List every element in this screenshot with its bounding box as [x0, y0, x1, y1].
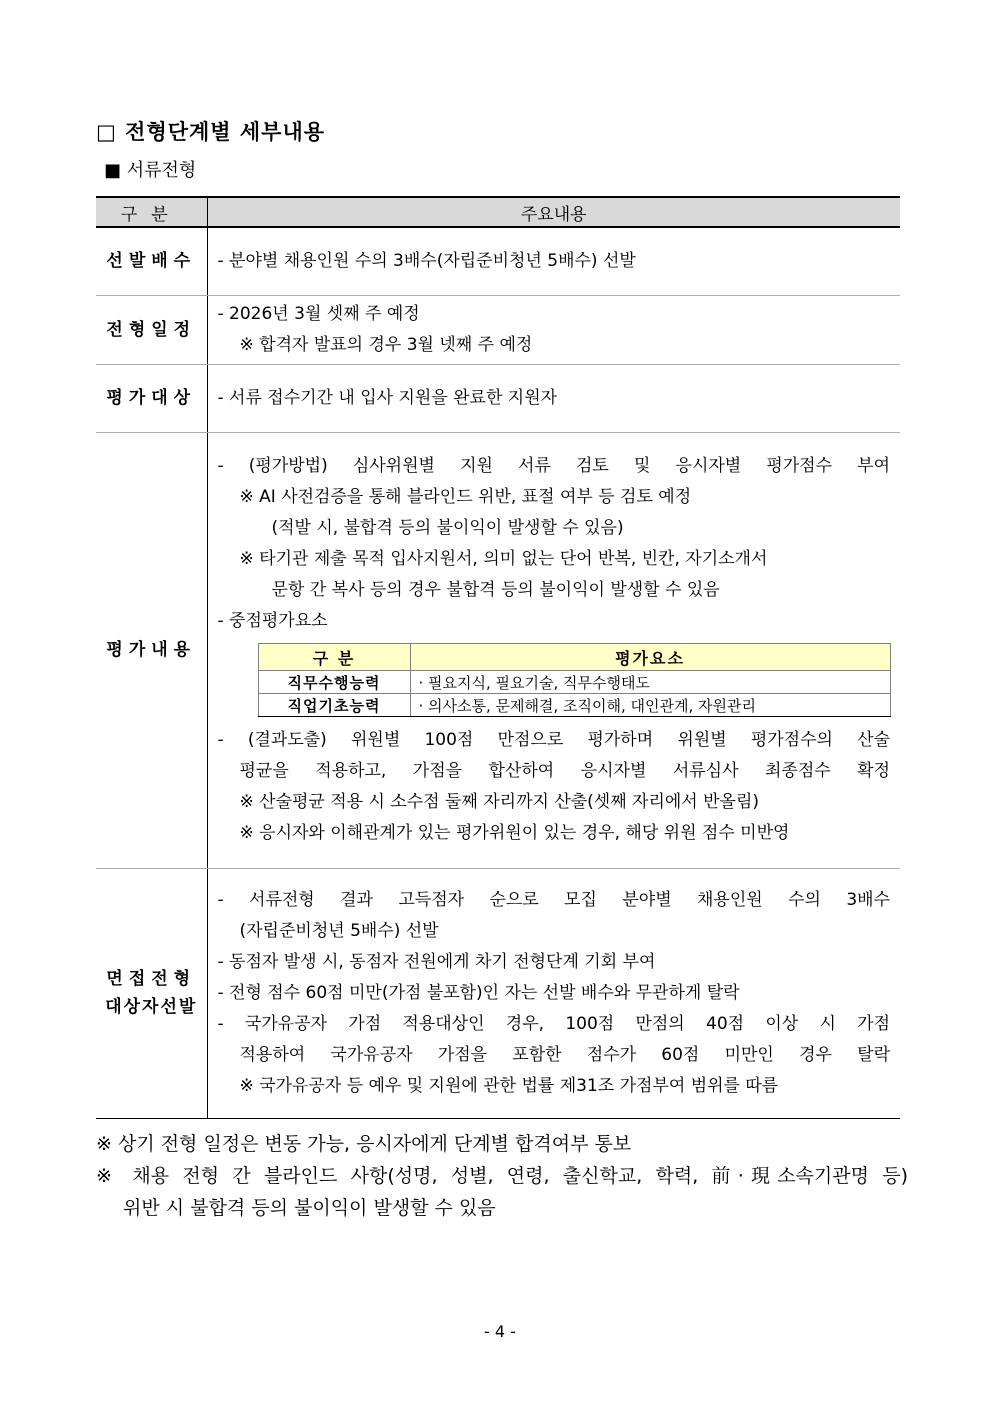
content-line: - 동점자 발생 시, 동점자 전원에게 차기 전형단계 기회 부여 — [217, 951, 656, 972]
table-row — [96, 364, 900, 432]
content-line: ※ 합격자 발표의 경우 3월 넷째 주 예정 — [239, 334, 533, 355]
content-line: - 분야별 채용인원 수의 3배수(자립준비청년 5배수) 선발 — [217, 250, 636, 271]
content-line: - 중점평가요소 — [217, 611, 328, 631]
content-line: - 전형 점수 60점 미만(가점 불포함)인 자는 선발 배수와 무관하게 탈락 — [217, 982, 740, 1003]
inner-table-row — [258, 671, 890, 694]
content-line: - (평가방법) 심사위원별 지원 서류 검토 및 응시자별 평가점수 부여 — [217, 456, 890, 476]
row-label-evaluation: 평가내용 — [96, 432, 207, 868]
content-line: - 서류전형 결과 고득점자 순으로 모집 분야별 채용인원 수의 3배수 — [217, 889, 890, 910]
footnote: 위반 시 불합격 등의 불이익이 발생할 수 있음 — [123, 1197, 496, 1219]
row-label-selection-multiple: 선발배수 — [96, 227, 207, 295]
key-evaluation-factors-table — [258, 643, 891, 717]
row-label-line: 대상자선발 — [105, 997, 198, 1017]
content-line: (적발 시, 불합격 등의 불이익이 발생할 수 있음) — [271, 518, 624, 538]
table-header-row — [96, 197, 900, 227]
content-line: 적용하여 국가유공자 가점을 포함한 점수가 60점 미만인 경우 탈락 — [239, 1044, 890, 1065]
inner-row-value: · 필요지식, 필요기술, 직무수행태도 — [410, 671, 890, 694]
content-line: - 국가유공자 가점 적용대상인 경우, 100점 만점의 40점 이상 시 가점 — [217, 1013, 890, 1034]
content-line: ※ 산술평균 적용 시 소수점 둘째 자리까지 산출(셋째 자리에서 반올림) — [239, 792, 760, 812]
header-category: 구분 — [96, 197, 207, 227]
header-main-content: 주요내용 — [207, 197, 900, 227]
row-content-interview-selection — [207, 868, 900, 1118]
page-number: - 4 - — [484, 1322, 516, 1341]
subsection-heading: ■ 서류전형 — [104, 160, 197, 181]
inner-table-row — [258, 694, 890, 717]
footnotes — [96, 1128, 908, 1224]
row-label-schedule: 전형일정 — [96, 295, 207, 364]
footnote: ※ 채용 전형 간 블라인드 사항(성명, 성별, 연령, 출신학교, 학력, 前·現소속기관명 등) — [96, 1165, 908, 1187]
content-line: - 서류 접수기간 내 입사 지원을 완료한 지원자 — [217, 387, 558, 408]
content-line: (자립준비청년 5배수) 선발 — [239, 920, 439, 941]
content-line: ※ 응시자와 이해관계가 있는 평가위원이 있는 경우, 해당 위원 점수 미반영 — [239, 823, 790, 843]
content-line: 문항 간 복사 등의 경우 불합격 등의 불이익이 발생할 수 있음 — [271, 580, 720, 600]
content-line: - 2026년 3월 셋째 주 예정 — [217, 303, 420, 324]
row-content-schedule — [207, 295, 900, 364]
footnote: ※ 상기 전형 일정은 변동 가능, 응시자에게 단계별 합격여부 통보 — [96, 1133, 632, 1155]
content-line: ※ 타기관 제출 목적 입사지원서, 의미 없는 단어 반복, 빈칸, 자기소개서 — [239, 549, 768, 569]
inner-header-factors: 평가요소 — [410, 644, 890, 671]
section-heading: □ 전형단계별 세부내용 — [96, 119, 326, 144]
row-content-evaluation — [207, 432, 900, 868]
content-line: 평균을 적용하고, 가점을 합산하여 응시자별 서류심사 최종점수 확정 — [239, 761, 890, 781]
inner-row-key: 직업기초능력 — [258, 694, 410, 717]
table-row — [96, 868, 900, 1118]
row-content-target — [207, 364, 900, 432]
inner-header-category: 구 분 — [258, 644, 410, 671]
inner-header-row — [258, 644, 890, 671]
row-label-line: 면접전형 — [106, 969, 197, 989]
inner-row-key: 직무수행능력 — [258, 671, 410, 694]
table-row — [96, 432, 900, 868]
content-line: ※ AI 사전검증을 통해 블라인드 위반, 표절 여부 등 검토 예정 — [239, 487, 692, 507]
row-label-target: 평가대상 — [96, 364, 207, 432]
content-line: ※ 국가유공자 등 예우 및 지원에 관한 법률 제31조 가점부여 범위를 따름 — [239, 1075, 779, 1096]
table-row — [96, 295, 900, 364]
row-content-selection-multiple — [207, 227, 900, 295]
content-line: - (결과도출) 위원별 100점 만점으로 평가하며 위원별 평가점수의 산술 — [217, 730, 890, 750]
screening-details-table — [96, 196, 900, 1119]
inner-row-value: · 의사소통, 문제해결, 조직이해, 대인관계, 자원관리 — [410, 694, 890, 717]
table-row — [96, 227, 900, 295]
row-label-interview-selection — [96, 868, 207, 1118]
